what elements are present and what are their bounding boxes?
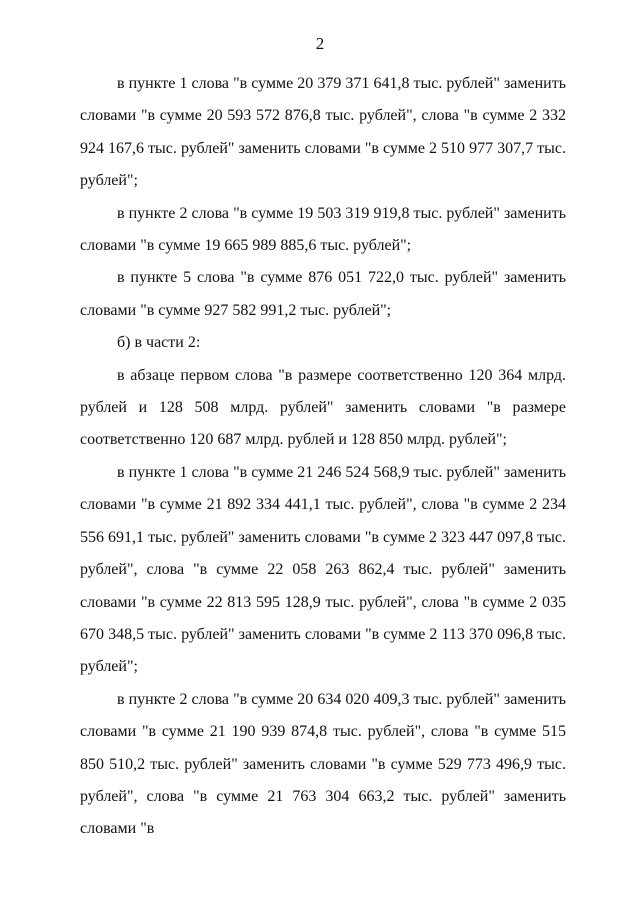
paragraph-6: в пункте 1 слова "в сумме 21 246 524 568,9 тыс. рублей" заменить словами "в сумме 21 892 334 441,1 тыс. рублей", слова "в сумме 2 234 556 691,1 тыс. рублей" заменить словами "в сумме 2 323 447 097,8 тыс. рублей", слова "в сумме 22 058 263 862,4 тыс. рублей" заменить словами "в сумме 22 813 595 128,9 тыс. рублей", слова "в сумме 2 035 670 348,5 тыс. рублей" заменить словами "в сумме 2 113 370 096,8 тыс. рублей"; [80,463,566,676]
document-body [80,68,566,846]
paragraph-4: б) в части 2: [117,334,201,352]
paragraph-3: в пункте 5 слова "в сумме 876 051 722,0 тыс. рублей" заменить словами "в сумме 927 582 991,2 тыс. рублей"; [80,269,566,319]
page-number: 2 [315,34,325,53]
paragraph-7: в пункте 2 слова "в сумме 20 634 020 409,3 тыс. рублей" заменить словами "в сумме 21 190 939 874,8 тыс. рублей", слова "в сумме 515 850 510,2 тыс. рублей" заменить словами "в сумме 529 773 496,9 тыс. рублей", слова "в сумме 21 763 304 663,2 тыс. рублей" заменить словами "в [80,690,566,838]
paragraph-5: в абзаце первом слова "в размере соответственно 120 364 млрд. рублей и 128 508 млрд. рублей" заменить словами "в размере соответственно 120 687 млрд. рублей и 128 850 млрд. рублей"; [80,366,566,449]
paragraph-1: в пункте 1 слова "в сумме 20 379 371 641,8 тыс. рублей" заменить словами "в сумме 20 593 572 876,8 тыс. рублей", слова "в сумме 2 332 924 167,6 тыс. рублей" заменить словами "в сумме 2 510 977 307,7 тыс. рублей"; [80,75,566,190]
paragraph-2: в пункте 2 слова "в сумме 19 503 319 919,8 тыс. рублей" заменить словами "в сумме 19 665 989 885,6 тыс. рублей"; [80,204,566,255]
